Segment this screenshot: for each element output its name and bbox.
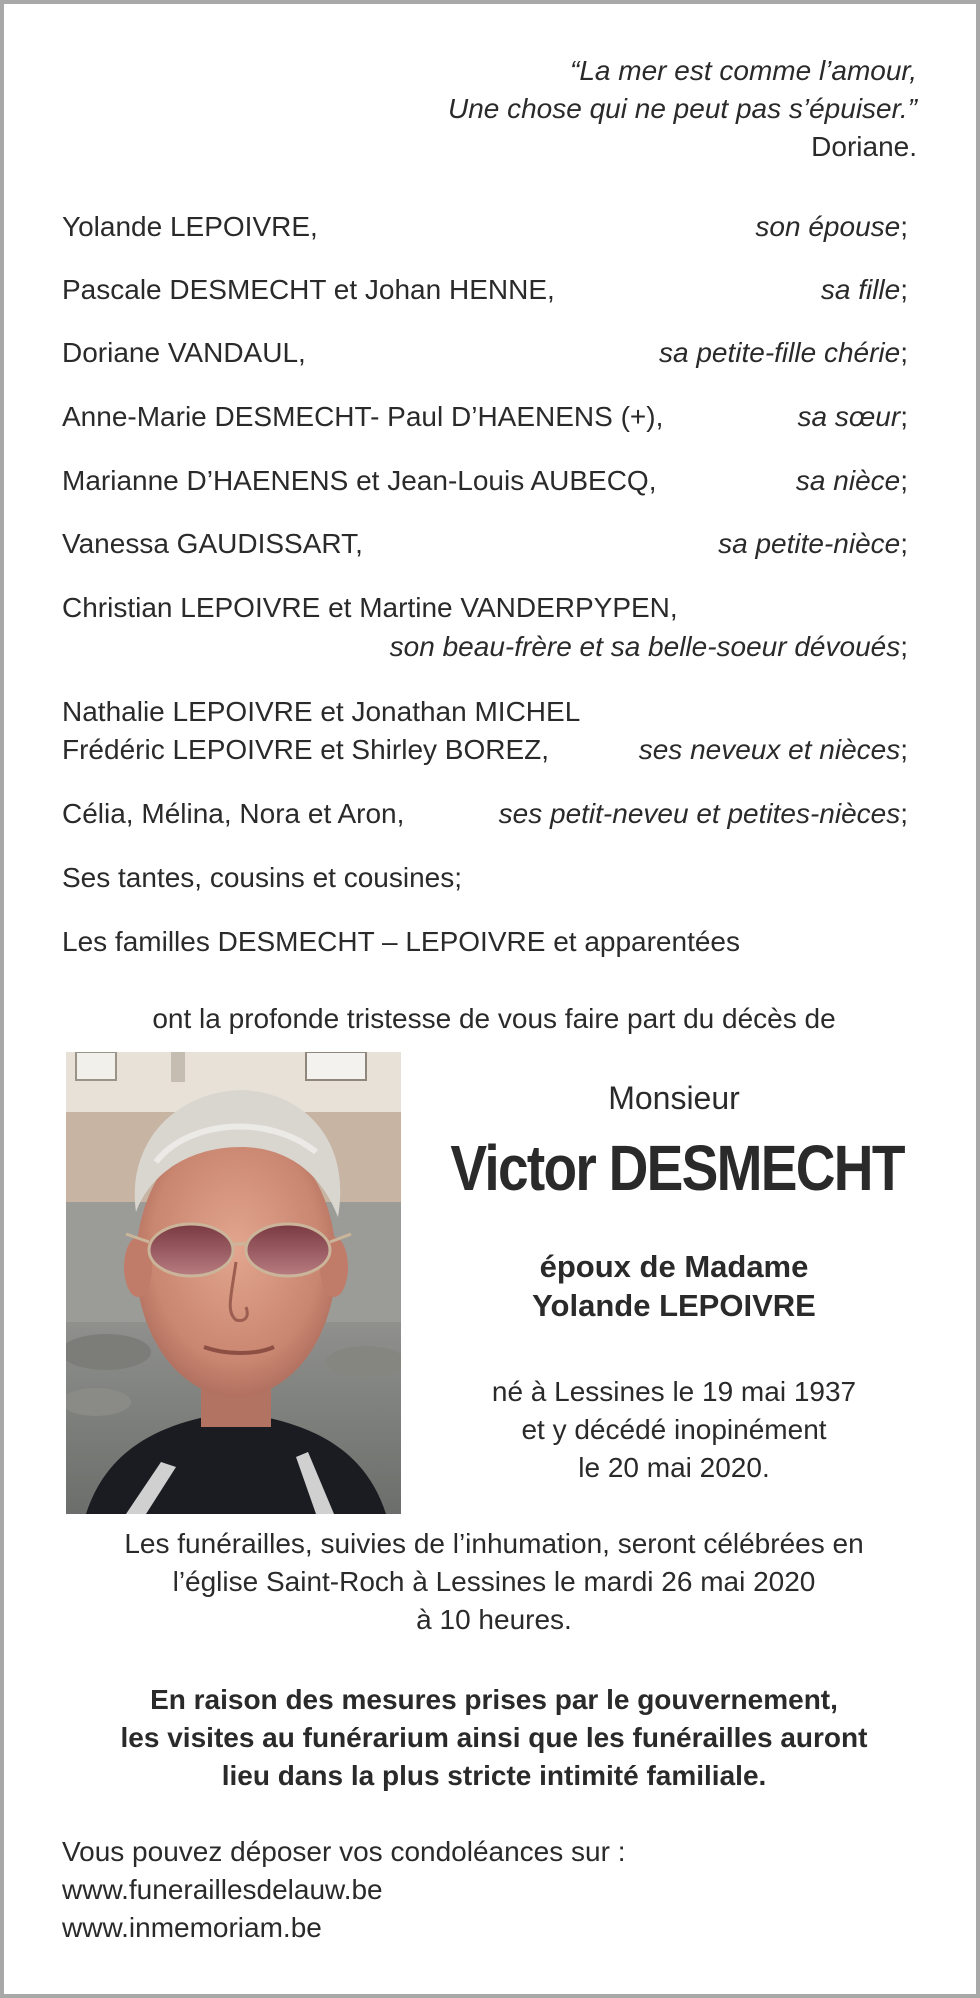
mourner-relation: sa petite-nièce;	[718, 528, 908, 559]
funeral-details	[4, 1525, 980, 1639]
birth-death-info	[414, 1373, 934, 1487]
funeral-line-3: à 10 heures.	[416, 1604, 572, 1635]
mourner-row	[62, 589, 908, 627]
mourner-row	[62, 208, 908, 246]
mourner-relation: ses petit-neveu et petites-nièces;	[498, 798, 908, 829]
deceased-portrait	[66, 1052, 401, 1514]
mourner-relation: sa nièce;	[795, 465, 908, 496]
condolences-link-inmemoriam[interactable]: www.inmemoriam.be	[62, 1912, 322, 1943]
spouse-info	[414, 1247, 934, 1325]
announcement-text: ont la profonde tristesse de vous faire part du décès de	[152, 1003, 836, 1034]
born-line-3: le 20 mai 2020.	[578, 1452, 770, 1483]
covid-notice	[4, 1681, 980, 1795]
mourner-name: Célia, Mélina, Nora et Aron,	[62, 798, 405, 829]
epigraph-quote	[448, 52, 917, 166]
mourner-row	[62, 693, 908, 731]
mourner-name: Pascale DESMECHT et Johan HENNE,	[62, 274, 555, 305]
mourner-relation: sa petite-fille chérie;	[658, 337, 908, 368]
mourner-name: Marianne D’HAENENS et Jean-Louis AUBECQ,	[62, 465, 657, 496]
families-line: Les familles DESMECHT – LEPOIVRE et apparentées	[62, 926, 741, 957]
spouse-line-2: Yolande LEPOIVRE	[532, 1288, 816, 1323]
mourner-row	[62, 271, 908, 309]
mourner-name: Doriane VANDAUL,	[62, 337, 306, 368]
mourner-name: Vanessa GAUDISSART,	[62, 528, 363, 559]
mourner-row	[62, 525, 908, 563]
notice-line-1: En raison des mesures prises par le gouvernement,	[150, 1684, 838, 1715]
extended-family-line: Ses tantes, cousins et cousines;	[62, 862, 462, 893]
mourner-name: Nathalie LEPOIVRE et Jonathan MICHEL	[62, 696, 581, 727]
mourner-row	[62, 795, 908, 833]
condolences-block	[62, 1833, 625, 1947]
funeral-line-1: Les funérailles, suivies de l’inhumation, seront célébrées en	[124, 1528, 864, 1559]
born-line-2: et y décédé inopinément	[521, 1414, 827, 1445]
mourner-name: Frédéric LEPOIVRE et Shirley BOREZ,	[62, 734, 550, 765]
deceased-title: Monsieur	[608, 1080, 740, 1116]
mourner-name: Christian LEPOIVRE et Martine VANDERPYPEN,	[62, 592, 678, 623]
mourner-relation: ses neveux et nièces;	[638, 734, 908, 765]
condolences-intro: Vous pouvez déposer vos condoléances sur :	[62, 1836, 626, 1867]
mourner-relation: son beau-frère et sa belle-soeur dévoués;	[389, 631, 908, 662]
mourner-row-continued	[62, 628, 908, 666]
mourner-relation: sa sœur;	[797, 401, 908, 432]
condolences-link-funeraillesdelauw[interactable]: www.funeraillesdelauw.be	[62, 1874, 383, 1905]
mourner-relation: son épouse;	[755, 211, 908, 242]
mourner-row	[62, 398, 908, 436]
mourner-row	[62, 334, 908, 372]
deceased-name: Victor DESMECHT	[450, 1132, 904, 1204]
born-line-1: né à Lessines le 19 mai 1937	[491, 1376, 857, 1407]
notice-line-2: les visites au funérarium ainsi que les funérailles auront	[120, 1722, 868, 1753]
funeral-line-2: l’église Saint-Roch à Lessines le mardi 26 mai 2020	[172, 1566, 816, 1597]
mourner-relation: sa fille;	[820, 274, 908, 305]
spouse-line-1: époux de Madame	[539, 1249, 809, 1284]
notice-line-3: lieu dans la plus stricte intimité familiale.	[221, 1760, 767, 1791]
mourner-row-continued	[62, 731, 908, 769]
mourner-name: Yolande LEPOIVRE,	[62, 211, 318, 242]
quote-line-2: Une chose qui ne peut pas s’épuiser.”	[447, 93, 917, 124]
mourner-row	[62, 462, 908, 500]
mourner-name: Anne-Marie DESMECHT- Paul D’HAENENS (+),	[62, 401, 664, 432]
quote-line-1: “La mer est comme l’amour,	[570, 55, 917, 86]
quote-signature: Doriane.	[811, 131, 917, 162]
